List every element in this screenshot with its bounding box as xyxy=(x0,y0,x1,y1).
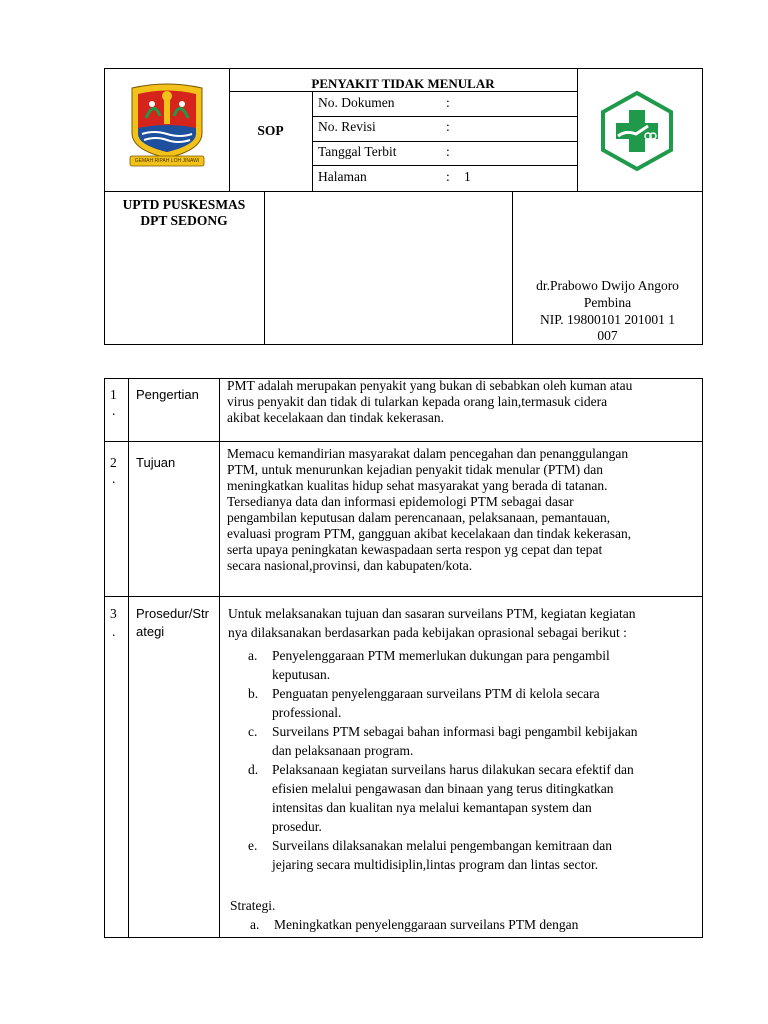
list-marker: e. xyxy=(248,838,258,853)
list-item-line: prosedur. xyxy=(272,819,322,834)
field-label-issue-date: Tanggal Terbit xyxy=(318,144,397,159)
list-item xyxy=(228,684,700,722)
list-item xyxy=(228,646,700,684)
section-2-line: pengambilan keputusan dalam perencanaan, pelaksanaan, pemantauan, xyxy=(227,510,611,525)
list-item-line: efisien melalui pengawasan dan binaan yang terus ditingkatkan xyxy=(272,781,614,796)
list-item-line: Surveilans dilaksanakan melalui pengembangan kemitraan dan xyxy=(272,838,613,853)
sop-label: SOP xyxy=(257,123,284,138)
list-item xyxy=(228,722,700,760)
section-2-line: Memacu kemandirian masyarakat dalam pencegahan dan penanggulangan xyxy=(227,446,629,461)
section-3-dot: . xyxy=(112,624,116,639)
section-3-intro-line: Untuk melaksanakan tujuan dan sasaran surveilans PTM, kegiatan kegiatan xyxy=(228,606,636,621)
list-item-line: Penguatan penyelenggaraan surveilans PTM di kelola secara xyxy=(272,686,600,701)
list-item xyxy=(228,836,700,874)
field-sep-issue-date: : xyxy=(446,144,450,159)
field-label-revision: No. Revisi xyxy=(318,119,376,134)
section-1-body xyxy=(227,378,699,426)
policy-list xyxy=(228,646,700,874)
section-1-number: 1 xyxy=(110,387,117,402)
list-item-line: keputusan. xyxy=(272,667,331,682)
section-3-intro-line: nya dilaksanakan berdasarkan pada kebijakan oprasional sebagai berikut : xyxy=(228,625,627,640)
section-2-line: Tersedianya data dan informasi epidemologi PTM sebagai dasar xyxy=(227,494,574,509)
list-item xyxy=(228,917,700,933)
list-item-line: Meningkatkan penyelenggaraan surveilans PTM dengan xyxy=(274,917,579,932)
section-3-label-line1: Prosedur/Str xyxy=(136,606,209,621)
field-value-page: 1 xyxy=(464,169,471,184)
list-item-line: Penyelenggaraan PTM memerlukan dukungan para pengambil xyxy=(272,648,610,663)
list-item-line: jejaring secara multidisiplin,lintas program dan lintas sector. xyxy=(272,857,599,872)
list-item-line: dan pelaksanaan program. xyxy=(272,743,414,758)
signer-nip-line2: 007 xyxy=(597,328,618,343)
signer-rank: Pembina xyxy=(583,295,632,310)
list-item-line: professional. xyxy=(272,705,342,720)
list-marker: c. xyxy=(248,724,258,739)
signer-nip-line1: NIP. 19800101 201001 1 xyxy=(539,312,675,327)
field-sep-page: : xyxy=(446,169,450,184)
section-2-body xyxy=(227,446,699,574)
strategy-list xyxy=(228,917,700,933)
list-item xyxy=(228,760,700,836)
crest-motto: GEMAH RIPAH LOH JINAWI xyxy=(134,158,200,164)
field-label-doc-number: No. Dokumen xyxy=(318,95,395,110)
section-2-number: 2 xyxy=(110,455,117,470)
section-3-body xyxy=(228,604,700,642)
section-1-dot: . xyxy=(112,403,116,418)
section-2-line: PTM, untuk menurunkan kejadian penyakit tidak menular (PTM) dan xyxy=(227,462,604,477)
field-sep-revision: : xyxy=(446,119,450,134)
strategy-label: Strategi. xyxy=(230,898,276,913)
list-item-line: Pelaksanaan kegiatan surveilans harus dilakukan secara efektif dan xyxy=(272,762,634,777)
list-marker: d. xyxy=(248,762,259,777)
list-item-line: intensitas dan kualitan nya melalui kemantapan system dan xyxy=(272,800,592,815)
list-marker: a. xyxy=(250,917,260,932)
list-item-line: Surveilans PTM sebagai bahan informasi bagi pengambil kebijakan xyxy=(272,724,638,739)
org-name-line1: UPTD PUSKESMAS xyxy=(122,197,246,212)
section-2-line: serta upaya peningkatan kewaspadaan serta respon yg cepat dan tepat xyxy=(227,542,603,557)
section-2-line: secara nasional,provinsi, dan kabupaten/kota. xyxy=(227,558,473,573)
section-1-line: akibat kecelakaan dan tindak kekerasan. xyxy=(227,410,445,425)
field-label-page: Halaman xyxy=(318,169,367,184)
regional-crest-logo xyxy=(124,78,210,170)
section-1-label: Pengertian xyxy=(136,387,199,402)
section-2-label: Tujuan xyxy=(136,455,176,470)
section-2-dot: . xyxy=(112,471,116,486)
list-marker: b. xyxy=(248,686,259,701)
section-2-line: evaluasi program PTM, gangguan akibat kecelakaan dan tindak kekerasan, xyxy=(227,526,632,541)
org-name-line2: DPT SEDONG xyxy=(140,213,228,228)
field-sep-doc-number: : xyxy=(446,95,450,110)
section-1-line: PMT adalah merupakan penyakit yang bukan di sebabkan oleh kuman atau xyxy=(227,378,633,393)
section-2-line: meningkatkan kualitas hidup sehat masyarakat yang berada di tatanan. xyxy=(227,478,608,493)
signer-name: dr.Prabowo Dwijo Angoro xyxy=(536,278,679,293)
list-marker: a. xyxy=(248,648,258,663)
section-1-line: virus penyakit dan tidak di tularkan kepada orang lain,termasuk cidera xyxy=(227,394,608,409)
puskesmas-logo xyxy=(596,90,678,172)
document-title: PENYAKIT TIDAK MENULAR xyxy=(311,76,495,91)
section-3-label-line2: ategi xyxy=(136,624,165,639)
section-3-number: 3 xyxy=(110,606,117,621)
